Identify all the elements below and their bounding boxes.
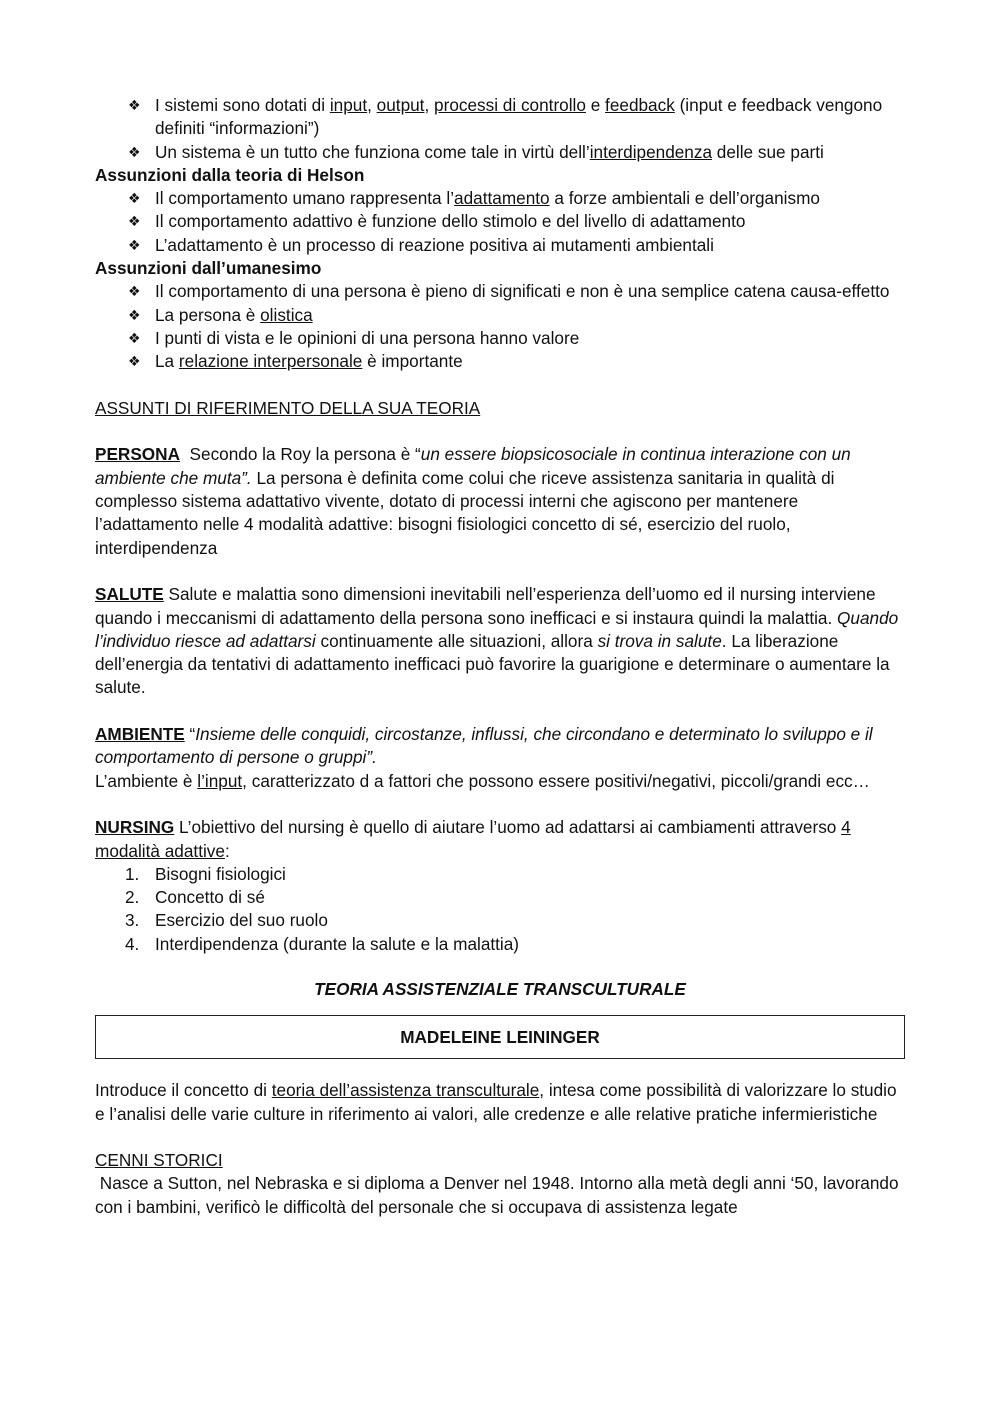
list-item: ❖ Un sistema è un tutto che funziona come tale in virtù dell’interdipendenza delle sue parti [95, 141, 905, 164]
systems-list [95, 94, 905, 164]
diamond-bullet-icon: ❖ [128, 329, 141, 346]
diamond-bullet-icon: ❖ [128, 190, 141, 207]
list-item: 2. Concetto di sé [125, 887, 265, 908]
theorist-name-box: MADELEINE LEININGER [95, 1015, 905, 1059]
diamond-bullet-icon: ❖ [128, 213, 141, 230]
list-item: ❖ L’adattamento è un processo di reazione positiva ai mutamenti ambientali [95, 234, 905, 257]
list-item: ❖ Il comportamento adattivo è funzione dello stimolo e del livello di adattamento [95, 210, 905, 233]
list-item: ❖ La relazione interpersonale è importante [95, 350, 905, 373]
diamond-bullet-icon: ❖ [128, 283, 141, 300]
salute-label: SALUTE [95, 584, 164, 605]
diamond-bullet-icon: ❖ [128, 143, 141, 160]
ambiente-paragraph-2: L’ambiente è l’input, caratterizzato d a fattori che possono essere positivi/negativi, piccoli/grandi ecc… [95, 770, 870, 791]
list-item: ❖ Il comportamento umano rappresenta l’adattamento a forze ambientali e dell’organismo [95, 187, 905, 210]
list-item: ❖ Il comportamento di una persona è pieno di significati e non è una semplice catena causa-effetto [95, 280, 905, 303]
cenni-heading: CENNI STORICI [95, 1150, 223, 1171]
diamond-bullet-icon: ❖ [128, 353, 141, 370]
umanesimo-list [95, 280, 905, 373]
document-page [95, 94, 905, 1219]
salute-paragraph: SALUTE Salute e malattia sono dimensioni inevitabili nell’esperienza dell’uomo ed il nursing interviene quando i meccanismi di adattamento della persona sono inefficaci e si instaura quindi la malattia. Quando l’individuo riesce ad adattarsi continuamente alle situazioni, allora si trova in salute. La liberazione dell’energia da tentativi di adattamento inefficaci può favorire la guarigione e determinare o aumentare la salute. [95, 584, 899, 698]
nursing-label: NURSING [95, 817, 175, 838]
assunti-heading: ASSUNTI DI RIFERIMENTO DELLA SUA TEORIA [95, 397, 481, 418]
ambiente-label: AMBIENTE [95, 724, 185, 745]
list-item: ❖ I sistemi sono dotati di input, output, processi di controllo e feedback (input e feedback vengono definiti “informazioni”) [128, 95, 883, 139]
ambiente-paragraph: AMBIENTE “Insieme delle conquidi, circostanze, influssi, che circondano e determinato lo sviluppo e il comportamento di persone o gruppi”. [95, 724, 873, 768]
helson-list [95, 187, 905, 257]
list-item: 3. Esercizio del suo ruolo [125, 910, 328, 931]
list-item: ❖ La persona è olistica [95, 304, 905, 327]
persona-paragraph: PERSONA Secondo la Roy la persona è “un essere biopsicosociale in continua interazione con un ambiente che muta”. La persona è definita come colui che riceve assistenza sanitaria in qualità di complesso sistema adattativo vivente, dotato di processi interni che agiscono per mantenere l’adattamento nelle 4 modalità adattive: bisogni fisiologici concetto di sé, esercizio del ruolo, interdipendenza [95, 444, 851, 558]
intro-paragraph: Introduce il concetto di teoria dell’assistenza transculturale, intesa come possibilità di valorizzare lo studio e l’analisi delle varie culture in riferimento ai valori, alle credenze e alle relative pratiche infermieristiche [95, 1080, 897, 1124]
diamond-bullet-icon: ❖ [128, 97, 141, 113]
list-item: ❖ I punti di vista e le opinioni di una persona hanno valore [95, 327, 905, 350]
nursing-list [95, 863, 905, 956]
persona-label: PERSONA [95, 444, 180, 465]
list-item: 4. Interdipendenza (durante la salute e la malattia) [125, 933, 520, 954]
theory-title: TEORIA ASSISTENZIALE TRANSCULTURALE [314, 978, 686, 999]
nursing-paragraph: NURSING L’obiettivo del nursing è quello di aiutare l’uomo ad adattarsi ai cambiamenti attraverso 4 modalità adattive: [95, 817, 851, 861]
list-item: 1. Bisogni fisiologici [125, 863, 286, 884]
umanesimo-heading: Assunzioni dall’umanesimo [95, 258, 322, 279]
diamond-bullet-icon: ❖ [128, 306, 141, 323]
diamond-bullet-icon: ❖ [128, 236, 141, 253]
helson-heading: Assunzioni dalla teoria di Helson [95, 164, 365, 185]
cenni-paragraph: Nasce a Sutton, nel Nebraska e si diploma a Denver nel 1948. Intorno alla metà degli anni ‘50, lavorando con i bambini, verificò le difficoltà del personale che si occupava di assistenza legate [95, 1173, 904, 1217]
